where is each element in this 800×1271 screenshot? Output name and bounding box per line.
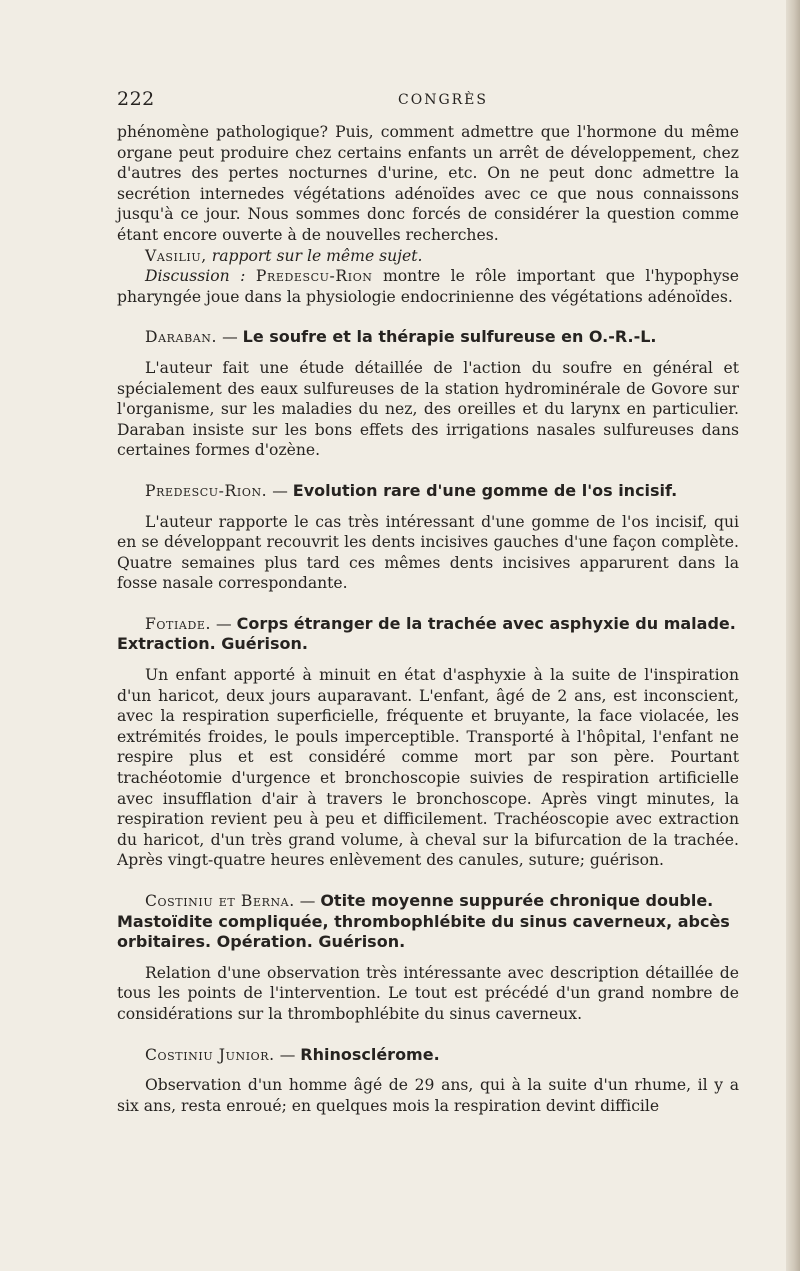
entry-heading: Evolution rare d'une gomme de l'os incisif. bbox=[292, 480, 678, 500]
entry-costiniu-junior bbox=[117, 1045, 739, 1117]
rapport-author: Vasiliu, bbox=[145, 246, 207, 265]
entry-heading: Otite moyenne suppurée chronique double. Mastoïdite compliquée, thrombophlébite du sinus caverneux, abcès orbitaires. Opération. Guérison. bbox=[117, 891, 730, 952]
running-head bbox=[117, 82, 739, 122]
entry-heading: Le soufre et la thérapie sulfureuse en O.-R.-L. bbox=[242, 327, 657, 347]
page-edge-shadow bbox=[786, 0, 800, 1271]
discussion-label: Discussion : bbox=[145, 267, 246, 286]
entry-heading: Rhinosclérome. bbox=[300, 1044, 440, 1064]
entry-author: Daraban. bbox=[145, 328, 218, 347]
entry-title bbox=[117, 327, 739, 348]
entry-title bbox=[117, 1045, 739, 1066]
entry-body: Relation d'une observation très intéressante avec description détaillée de tous les points de l'intervention. Le tout est précédé d'un grand nombre de considérations sur la thrombophlébite du sinus caverneux. bbox=[117, 963, 739, 1023]
entry-author: Fotiade. bbox=[145, 614, 212, 633]
entry-dash: — bbox=[222, 328, 238, 347]
discussion-paragraph bbox=[117, 266, 739, 307]
rapport-text: rapport sur le même sujet. bbox=[211, 246, 423, 265]
entry-dash: — bbox=[216, 614, 232, 633]
entry-title bbox=[117, 614, 739, 655]
entry-body: Un enfant apporté à minuit en état d'asphyxie à la suite de l'inspiration d'un haricot, deux jours auparavant. L'enfant, âgé de 2 ans, est inconscient, avec la respiration superficielle, fréquente et bruyante, la face violacée, les extrémités froides, le pouls imperceptible. Transporté à l'hôpital, l'enfant ne respire plus et est considéré comme mort par son père. Pourtant trachéotomie d'urgence et bronchoscopie suivies de respiration artificielle avec insufflation d'air à travers le bronchoscope. Après vingt minutes, la respiration revient peu à peu et difficilement. Trachéoscopie avec extraction du haricot, d'un très grand volume, à cheval sur la bifurcation de la trachée. Après vingt-quatre heures enlèvement des canules, suture; guérison. bbox=[117, 666, 739, 870]
entry-body: Observation d'un homme âgé de 29 ans, qui à la suite d'un rhume, il y a six ans, resta enroué; en quelques mois la respiration devint difficile bbox=[117, 1076, 739, 1115]
rapport-line bbox=[117, 246, 739, 267]
entry-predescu-rion bbox=[117, 481, 739, 594]
book-page bbox=[117, 82, 739, 1116]
entry-author: Costiniu et Berna. bbox=[145, 892, 295, 910]
entry-title bbox=[117, 481, 739, 502]
running-title: CONGRÈS bbox=[398, 92, 488, 108]
entry-title bbox=[117, 891, 739, 953]
discussion-author: Predescu-Rion bbox=[255, 267, 373, 286]
entry-heading: Corps étranger de la trachée avec asphyxie du malade. Extraction. Guérison. bbox=[117, 613, 736, 654]
entry-dash: — bbox=[279, 1045, 296, 1064]
entry-author: Costiniu Junior. bbox=[145, 1045, 275, 1064]
entry-dash: — bbox=[272, 481, 288, 500]
entry-fotiade bbox=[117, 614, 739, 871]
entry-daraban bbox=[117, 327, 739, 461]
entry-dash: — bbox=[299, 892, 316, 910]
discussion-text: montre le rôle important que l'hypophyse pharyngée joue dans la physiologie endocrinienne des végétations adénoïdes. bbox=[117, 267, 739, 306]
entry-body: L'auteur fait une étude détaillée de l'action du soufre en général et spécialement des eaux sulfureuses de la station hydrominérale de Govore sur l'organisme, sur les maladies du nez, des oreilles et du larynx en particulier. Daraban insiste sur les bons effets des irrigations nasales sulfureuses dans certaines formes d'ozène. bbox=[117, 358, 739, 460]
entry-body: L'auteur rapporte le cas très intéressant d'une gomme de l'os incisif, qui en se développant recouvrit les dents incisives gauches d'une façon complète. Quatre semaines plus tard ces mêmes dents incisives apparurent dans la fosse nasale correspondante. bbox=[117, 512, 739, 593]
page-number: 222 bbox=[117, 88, 155, 110]
entry-author: Predescu-Rion. bbox=[145, 481, 268, 500]
intro-paragraph: phénomène pathologique? Puis, comment admettre que l'hormone du même organe peut produire chez certains enfants un arrêt de développement, chez d'autres des pertes nocturnes d'urine, etc. On ne peut donc admettre la secrétion internedes végétations adénoïdes avec ce que nous connaissons jusqu'à ce jour. Nous sommes donc forcés de considérer la question comme étant encore ouverte à de nouvelles recherches. bbox=[117, 123, 739, 244]
entry-costiniu-berna bbox=[117, 891, 739, 1025]
